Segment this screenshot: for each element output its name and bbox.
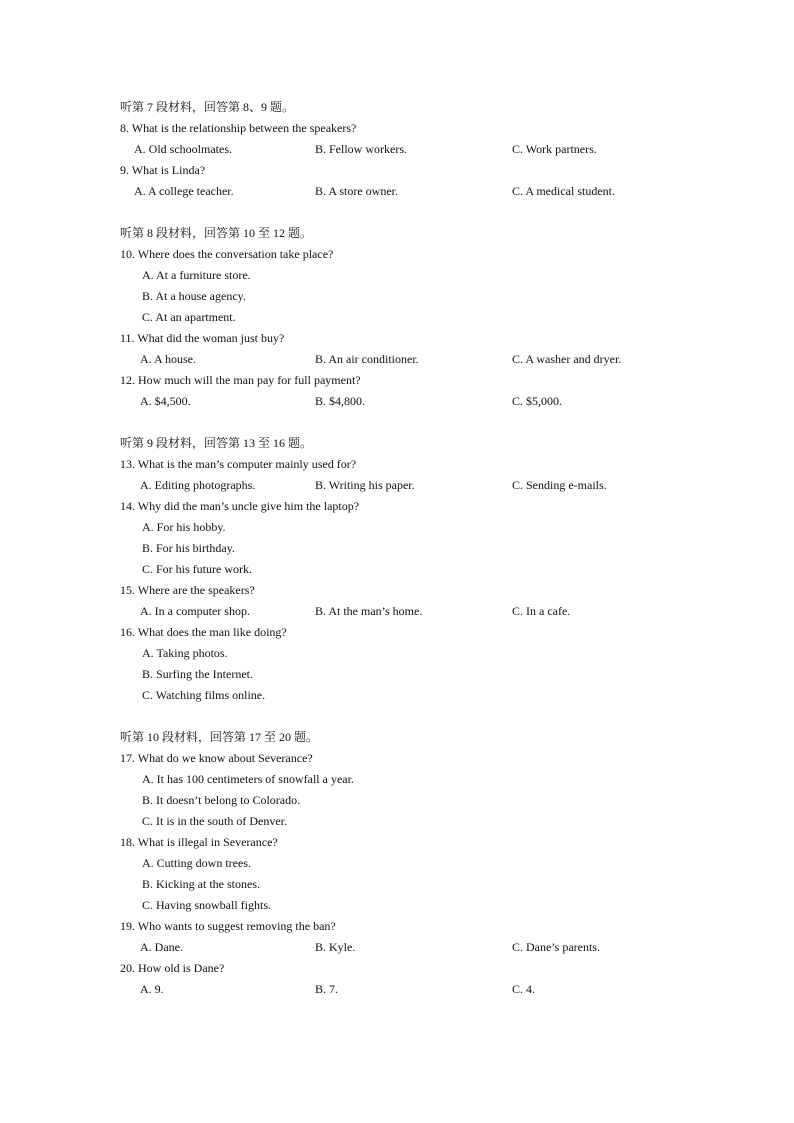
answer-option: C. Having snowball fights. bbox=[142, 898, 271, 912]
answer-option: C. Watching films online. bbox=[142, 688, 266, 702]
answer-option: A. A house. bbox=[140, 352, 197, 366]
answer-option: C. At an apartment. bbox=[142, 310, 236, 324]
section-heading: 听第 8 段材料，回答第 10 至 12 题。 bbox=[120, 226, 313, 240]
options-row bbox=[120, 181, 740, 202]
listening-section bbox=[120, 97, 740, 202]
answer-option: A. Cutting down trees. bbox=[142, 856, 251, 870]
answer-option: B. 7. bbox=[315, 982, 339, 996]
options-row bbox=[120, 475, 740, 496]
answer-option: C. Dane’s parents. bbox=[512, 940, 600, 954]
question-text: 20. How old is Dane? bbox=[120, 961, 225, 975]
question-text: 8. What is the relationship between the speakers? bbox=[120, 121, 357, 135]
exam-page bbox=[120, 97, 740, 1021]
answer-option: C. Work partners. bbox=[512, 142, 597, 156]
answer-option: A. $4,500. bbox=[140, 394, 191, 408]
answer-option: B. At the man’s home. bbox=[315, 604, 423, 618]
listening-section bbox=[120, 223, 740, 412]
answer-option: A. At a furniture store. bbox=[142, 268, 251, 282]
section-heading: 听第 10 段材料，回答第 17 至 20 题。 bbox=[120, 730, 319, 744]
options-row bbox=[120, 391, 740, 412]
question-text: 11. What did the woman just buy? bbox=[120, 331, 285, 345]
options-row bbox=[120, 601, 740, 622]
options-row bbox=[120, 139, 740, 160]
question-text: 12. How much will the man pay for full payment? bbox=[120, 373, 361, 387]
answer-option: B. Kyle. bbox=[315, 940, 356, 954]
question-text: 13. What is the man’s computer mainly used for? bbox=[120, 457, 357, 471]
listening-section bbox=[120, 727, 740, 1000]
answer-option: A. It has 100 centimeters of snowfall a year. bbox=[142, 772, 354, 786]
question-text: 17. What do we know about Severance? bbox=[120, 751, 313, 765]
answer-option: B. Fellow workers. bbox=[315, 142, 407, 156]
answer-option: B. Kicking at the stones. bbox=[142, 877, 260, 891]
question-text: 14. Why did the man’s uncle give him the laptop? bbox=[120, 499, 360, 513]
answer-option: B. A store owner. bbox=[315, 184, 398, 198]
answer-option: C. For his future work. bbox=[142, 562, 252, 576]
answer-option: A. A college teacher. bbox=[134, 184, 234, 198]
answer-option: C. 4. bbox=[512, 982, 536, 996]
answer-option: B. Writing his paper. bbox=[315, 478, 415, 492]
question-text: 19. Who wants to suggest removing the ban? bbox=[120, 919, 336, 933]
answer-option: B. Surfing the Internet. bbox=[142, 667, 253, 681]
answer-option: C. A medical student. bbox=[512, 184, 615, 198]
options-row bbox=[120, 937, 740, 958]
answer-option: A. Dane. bbox=[140, 940, 183, 954]
answer-option: B. At a house agency. bbox=[142, 289, 246, 303]
section-heading: 听第 7 段材料，回答第 8、9 题。 bbox=[120, 100, 295, 114]
answer-option: A. Taking photos. bbox=[142, 646, 228, 660]
answer-option: A. For his hobby. bbox=[142, 520, 226, 534]
answer-option: B. For his birthday. bbox=[142, 541, 235, 555]
answer-option: C. A washer and dryer. bbox=[512, 352, 622, 366]
answer-option: A. Editing photographs. bbox=[140, 478, 256, 492]
question-text: 16. What does the man like doing? bbox=[120, 625, 287, 639]
options-row bbox=[120, 979, 740, 1000]
question-text: 15. Where are the speakers? bbox=[120, 583, 255, 597]
question-text: 18. What is illegal in Severance? bbox=[120, 835, 278, 849]
answer-option: C. It is in the south of Denver. bbox=[142, 814, 287, 828]
answer-option: C. Sending e-mails. bbox=[512, 478, 607, 492]
answer-option: A. 9. bbox=[140, 982, 164, 996]
answer-option: C. $5,000. bbox=[512, 394, 563, 408]
options-row bbox=[120, 349, 740, 370]
listening-section bbox=[120, 433, 740, 706]
question-text: 9. What is Linda? bbox=[120, 163, 206, 177]
answer-option: B. It doesn’t belong to Colorado. bbox=[142, 793, 301, 807]
section-heading: 听第 9 段材料，回答第 13 至 16 题。 bbox=[120, 436, 313, 450]
answer-option: C. In a cafe. bbox=[512, 604, 571, 618]
answer-option: A. Old schoolmates. bbox=[134, 142, 232, 156]
answer-option: A. In a computer shop. bbox=[140, 604, 250, 618]
answer-option: B. $4,800. bbox=[315, 394, 366, 408]
question-text: 10. Where does the conversation take place? bbox=[120, 247, 334, 261]
answer-option: B. An air conditioner. bbox=[315, 352, 419, 366]
